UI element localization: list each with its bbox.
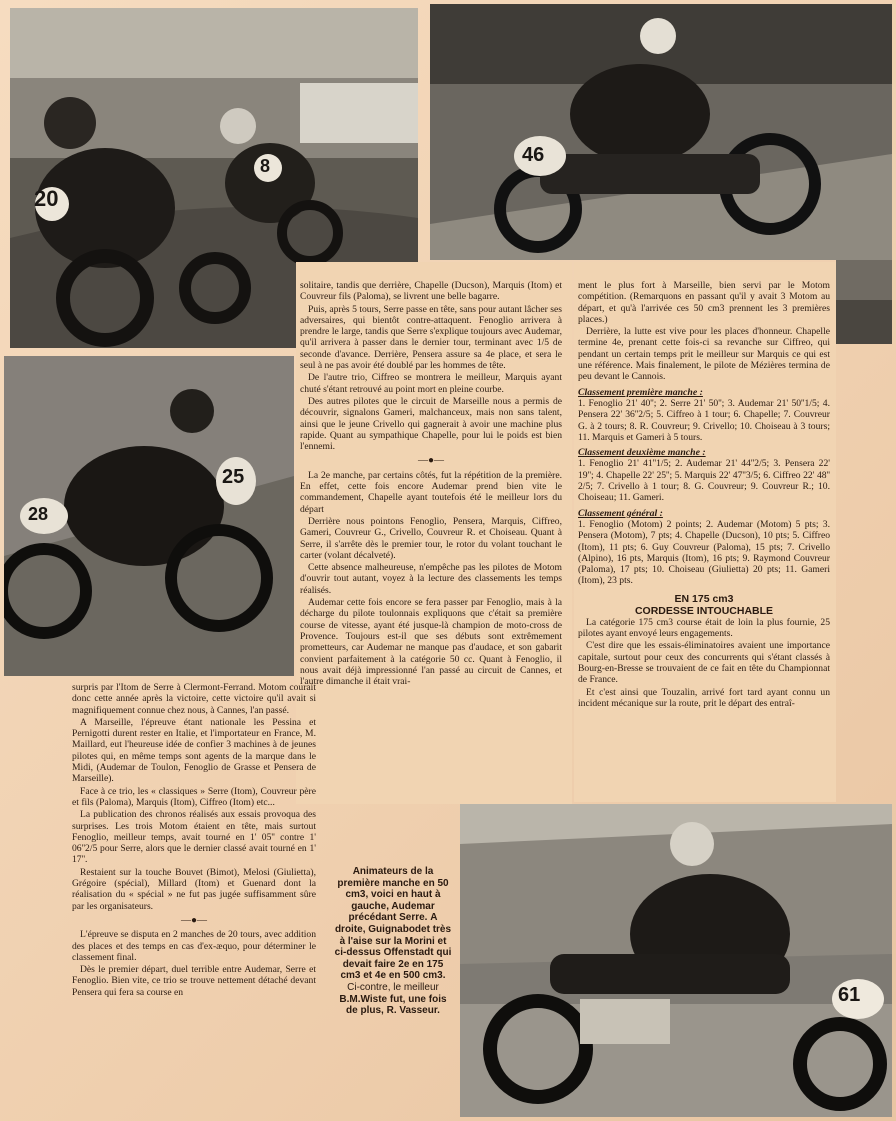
race-plate-20: 20	[34, 186, 59, 211]
photo-track-strip	[836, 260, 892, 344]
section-divider: —●—	[180, 914, 208, 926]
race-plate-46: 46	[522, 144, 545, 166]
section-heading-175	[578, 593, 830, 617]
photo-art-5	[460, 804, 892, 1117]
race-plate-28: 28	[28, 504, 49, 524]
photo-art-3	[836, 260, 892, 344]
paragraph: Restaient sur la touche Bouvet (Bimot), Melosi (Giulietta), Grégoire (spécial), Millard (Itom) et Guenard dont la réalisation du « spécial » ne fut pas jugée suffisamment sûre par les organisateurs.	[72, 866, 316, 912]
paragraph: surpris par l'Itom de Serre à Clermont-Ferrand. Motom courait donc cette année après la victoire, cette victoire qu'il avait si magnifiquement connue chez nous, à Cannes, l'an passé.	[72, 682, 316, 716]
paragraph: solitaire, tandis que derrière, Chapelle (Ducson), Marquis (Itom) et Couvreur fils (Paloma), se livrent une belle bagarre.	[300, 280, 562, 303]
caption-part-2: A droite, Guignabodet très à l'aise sur la Morini et ci-dessus Offenstadt qui devait faire 2e en 175 cm3 et 4e en 500 cm3.	[334, 912, 452, 982]
paragraph: Puis, après 5 tours, Serre passe en tête, sans pour autant lâcher ses adversaires, qui bientôt contre-attaquent. Fenoglio arrivera à prendre le large, tandis que Serre s'explique toujours avec Audemar, qu'il arrivera à passer dans le dernier tour, terminant avec 1/5 de seconde d'avance. Derrière, Pensera assure sa 4e place, et sera le seul à ne pas avoir été doublé par les hommes de tête.	[300, 303, 562, 372]
caption-part-1: Animateurs de la première manche en 50 cm3, voici en haut à gauche, Audemar précédant Serre.	[337, 866, 449, 924]
caption-part-3: Ci-contre, le meilleur	[347, 981, 439, 993]
paragraph: Derrière nous pointons Fenoglio, Pensera, Marquis, Ciffreo, Gameri, Couvreur G., Crivello, Couvreur R. et Choiseau. Quant à Serre, il s'arrête dès le premier tour, le rotor du volant touchant le carter (volant décalveté).	[300, 515, 562, 561]
caption-part-4: B.M.Wiste fut, une fois de plus, R. Vasseur.	[339, 993, 447, 1017]
paragraph: La catégorie 175 cm3 course était de loin la plus fournie, 25 pilotes ayant envoyé leurs engagements.	[578, 616, 830, 640]
paragraph: L'épreuve se disputa en 2 manches de 20 tours, avec addition des places et des temps en cas d'ex-æquo, pour déterminer le classement final.	[72, 929, 316, 963]
results-heading-first-heat: Classement première manche :	[578, 386, 703, 398]
section-divider: —●—	[417, 455, 445, 467]
section-heading-175-line2: CORDESSE INTOUCHABLE	[634, 604, 774, 617]
race-plate-8: 8	[260, 156, 271, 176]
paragraph: De l'autre trio, Ciffreo se montrera le meilleur, Marquis ayant chuté s'étant retrouvé au point mort en pleine courbe.	[300, 372, 562, 395]
results-second-heat: 1. Fenoglio 21' 41''1/5; 2. Audemar 21' 44''2/5; 3. Pensera 22' 19''; 4. Chapelle 22' 25''; 5. Marquis 22' 47''3/5; 6. Ciffreo 22' 48'' 2/5; 7. Crivello à 1 tour; 8. G. Couvreur; 9. Couvreur R.; 10. Choiseau; 11. Gameri.	[578, 458, 830, 504]
photo-guignabodet-morini	[430, 4, 892, 260]
column-middle-top	[300, 280, 562, 688]
paragraph: ment le plus fort à Marseille, bien servi par le Motom compétition. (Remarquons en passant qu'il y avait 3 Motom au départ, et qu'à l'arrivée ces 50 cm3 prennent les 3 premières places.)	[578, 280, 830, 325]
paragraph: Cette absence malheureuse, n'empêche pas les pilotes de Motom d'ouvrir tout autant, voyez à la lecture des classements les temps réalisés.	[300, 562, 562, 596]
paragraph: Dès le premier départ, duel terrible entre Audemar, Serre et Fenoglio. Bien vite, ce trio se trouve nettement détaché devant Pensera qui fera sa course en	[72, 964, 316, 998]
paragraph: Et c'est ainsi que Touzalin, arrivé fort tard ayant connu un incident mécanique sur la route, prit le départ des entraî-	[578, 686, 830, 709]
column-right	[578, 280, 830, 710]
results-first-heat: 1. Fenoglio 21' 40''; 2. Serre 21' 50''; 3. Audemar 21' 50''1/5; 4. Pensera 22' 36''2/5; 5. Ciffreo à 1 tour; 6. Chapelle; 7. Couvreur G. à 2 tours; 8. R. Couvreur; 9. Crivello; 10. Choiseau à 3 tours; 11. Marquis et Gameri à 5 tours.	[578, 397, 830, 443]
paragraph: C'est dire que les essais-éliminatoires avaient une importance capitale, surtout pour ceux des concurrents qui s'étant classés à Bourg-en-Bresse se trouvaient de ce fait en tête du Championnat de France.	[578, 640, 830, 686]
photo-vasseur-bmw	[460, 804, 892, 1117]
race-plate-25: 25	[222, 466, 245, 488]
paragraph: Des autres pilotes que le circuit de Marseille nous a permis de découvrir, signalons Gameri, malchanceux, mais non sans talent, ainsi que le jeune Crivello qui gagnerait à avoir une machine plus rapide. Quant au sympathique Chapelle, pour lui le poids est bien l'ennemi.	[300, 395, 562, 453]
paragraph: Derrière, la lutte est vive pour les places d'honneur. Chapelle termine 4e, prenant cette fois-ci sa revanche sur Ciffreo, qui pendant un certain temps prit le meilleur sur Marquis ce qui est une référence. Mais finalement, le pilote de Mézières termina de peu devant le Cannois.	[578, 326, 830, 383]
photo-art-2	[430, 4, 892, 260]
section-heading-175-line1: EN 175 cm3	[674, 592, 734, 605]
results-heading-overall: Classement général :	[578, 507, 663, 519]
photo-offenstadt	[4, 356, 294, 676]
paragraph: Audemar cette fois encore se fera passer par Fenoglio, mais à la décharge du pilote toulonnais expliquons que c'était sa première course de vitesse, ayant été jusque-là champion de moto-cross de Provence. Toujours est-il que ses débuts sont extrêmement prometteurs, car Audemar ne manque pas d'audace, et son gabarit convient parfaitement à la catégorie 50 cc. Quant à Fenoglio, il nous avait déjà impressionné l'an passé au circuit de Cannes, et l'autre dimanche il était vrai-	[300, 597, 562, 688]
race-plate-61: 61	[838, 984, 861, 1006]
results-overall: 1. Fenoglio (Motom) 2 points; 2. Audemar (Motom) 5 pts; 3. Pensera (Motom), 7 pts; 4. Chapelle (Ducson), 10 pts; 5. Ciffreo (Itom), 11 pts; 6. Guy Couvreur (Paloma), 15 pts; 7. Crivello (Alpino), 16 pts, Marquis (Itom), 16 pts; 9. Raymond Couvreur (Paloma), 17 pts; 10. Choiseau (Giulietta) 20 pts; 11. Gameri (Itom), 23 pts.	[578, 518, 830, 587]
paragraph: La publication des chronos réalisés aux essais provoqua des surprises. Les trois Motom étaient en tête, mais surtout Fenoglio, meilleur temps, avait tourné en 1' 05'' contre 1' 06''2/5 pour Serre, alors que le dernier classé avait tourné en 1' 17''.	[72, 809, 316, 866]
photo-caption	[333, 866, 453, 1017]
results-heading-second-heat: Classement deuxième manche :	[578, 447, 706, 459]
paragraph: A Marseille, l'épreuve étant nationale les Pessina et Pernigotti durent rester en Italie, et l'importateur en France, M. Maillard, eut l'heureuse idée de confier 3 machines à de jeunes pilotes qui, en même temps sont agents de la marque dans le Midi, (Audemar de Toulon, Fenoglio de Grasse et Pensera de Marseille).	[72, 716, 316, 785]
paragraph: La 2e manche, par certains côtés, fut la répétition de la première. En effet, cette fois encore Audemar prend bien vite le commandement, Chapelle ayant toutefois été le meilleur lors du départ	[300, 469, 562, 515]
paragraph: Face à ce trio, les « classiques » Serre (Itom), Couvreur père et fils (Paloma), Marquis (Itom), Ciffreo (Itom) etc...	[72, 785, 316, 808]
column-left	[72, 682, 316, 999]
